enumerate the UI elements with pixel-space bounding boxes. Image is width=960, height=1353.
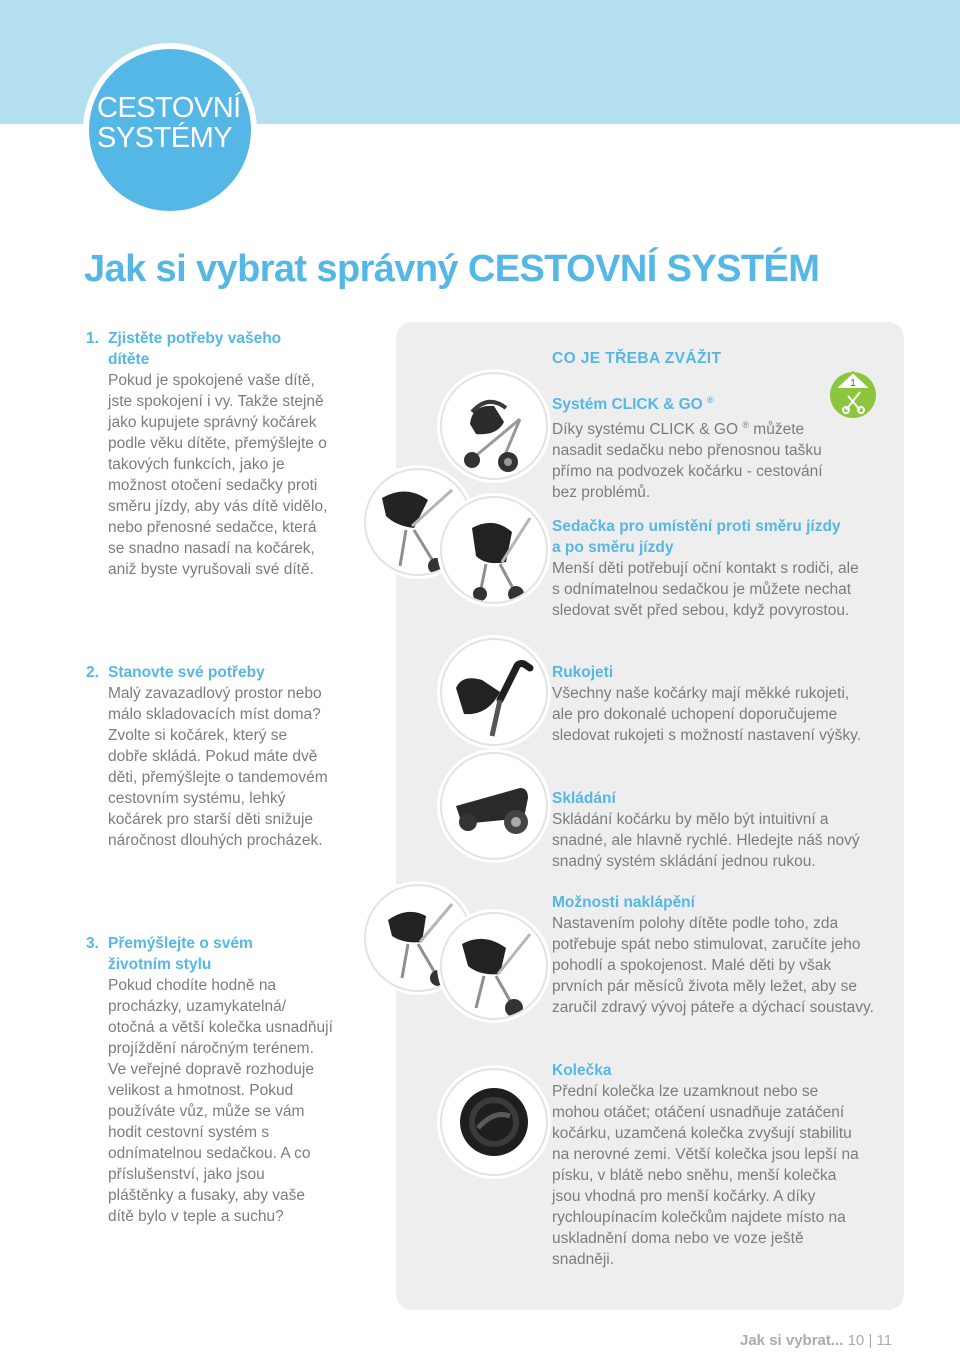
page-title: Jak si vybrat správný CESTOVNÍ SYSTÉM	[84, 248, 820, 290]
step-heading: Stanovte své potřeby	[108, 664, 265, 681]
panel-heading-text: CO JE TŘEBA ZVÁŽIT	[552, 350, 722, 367]
feature-folding	[552, 788, 882, 872]
feature-heading	[552, 390, 847, 415]
feature-text: Nastavením polohy dítěte podle toho, zda potřebuje spát nebo stimulovat, zaručíte jeho pohodlí a spokojenost. Malé děti by však prvních pár měsíců života měly ležet, aby se zaručil zdravý vývoj páteře a dýchací soustavy.	[552, 915, 874, 1016]
feature-heading: Rukojeti	[552, 664, 614, 681]
icon-badge-number: 1	[850, 378, 856, 389]
badge-line-2: SYSTÉMY	[97, 122, 233, 154]
page-separator: |	[868, 1332, 873, 1349]
badge-line-1: CESTOVNÍ	[97, 92, 241, 124]
page-number-right: 11	[876, 1332, 893, 1349]
feature-text: Menší děti potřebují oční kontakt s rodiči, ale s odnímatelnou sedačkou je můžete nechat sledovat svět před sebou, když povyrostou.	[552, 560, 859, 619]
step-3	[86, 933, 336, 1227]
feature-handles	[552, 662, 872, 746]
feature-recline	[552, 892, 877, 1018]
forward-facing-seat-image	[440, 496, 548, 604]
handle-image	[440, 638, 548, 746]
step-heading: Přemýšlejte o svém životním stylu	[108, 935, 253, 973]
feature-heading: Kolečka	[552, 1062, 612, 1079]
feature-heading: Skládání	[552, 790, 616, 807]
section-badge	[84, 44, 256, 216]
step-heading: Zjistěte potřeby vašeho dítěte	[108, 330, 282, 368]
page-footer	[740, 1332, 892, 1349]
step-2	[86, 662, 336, 851]
feature-text: Skládání kočárku by mělo být intuitivní a snadné, ale hlavně rychlé. Hledejte náš nový snadný systém skládání jednou rukou.	[552, 811, 860, 870]
feature-click-and-go	[552, 390, 847, 503]
step-text: Malý zavazadlový prostor nebo málo skladovacích míst doma? Zvolte si kočárek, který se dobře skládá. Pokud máte dvě děti, přemýšlejte o tandemovém cestovním systému, lehký kočárek pro starší děti snižuje náročnost dlouhých procházek.	[108, 685, 328, 849]
feature-wheels	[552, 1060, 862, 1270]
registered-mark: ®	[742, 420, 749, 431]
page-number-left: 10	[847, 1332, 865, 1349]
registered-mark: ®	[707, 395, 714, 405]
panel-heading	[552, 348, 882, 369]
step-number: 3.	[86, 935, 99, 952]
feature-heading: Možnosti naklápění	[552, 894, 695, 911]
car-seat-on-chassis-image	[440, 372, 548, 480]
feature-heading-text: Systém CLICK & GO	[552, 396, 703, 414]
step-1	[86, 328, 336, 580]
feature-text: Přední kolečka lze uzamknout nebo se mohou otáčet; otáčení usnadňuje zatáčení kočárku, uzamčená kolečka zvyšují stabilitu na nerovné zemi. Větší kolečka jsou lepší na písku, v blátě nebo sněhu, menší kolečka jsou vhodná pro menší kočárky. A díky rychloupínacím kolečkům najdete místo na uskladnění doma nebo ve voze ještě snadněji.	[552, 1083, 859, 1268]
feature-text-a: Díky systému CLICK & GO	[552, 421, 739, 439]
step-text: Pokud je spokojené vaše dítě, jste spokojení i vy. Takže stejně jako kupujete správný kočárek podle věku dítěte, přemýšlejte o takových funkcích, jako je možnost otočení sedačky proti směru jízdy, aby vás dítě vidělo, nebo přenosné sedačce, která se snadno nasadí na kočárek, aniž byste vyrušovali své dítě.	[108, 372, 328, 578]
feature-text: Všechny naše kočárky mají měkké rukojeti, ale pro dokonalé uchopení doporučujeme sledovat rukojeti s možností nastavení výšky.	[552, 685, 861, 744]
step-number: 2.	[86, 664, 99, 681]
feature-seat-direction	[552, 516, 862, 621]
feature-text	[552, 415, 847, 503]
footer-label: Jak si vybrat...	[740, 1332, 844, 1349]
wheel-image	[440, 1068, 548, 1176]
recline-position-image-2	[440, 912, 548, 1020]
step-text: Pokud chodíte hodně na procházky, uzamykatelná/ otočná a větší kolečka usnadňují projíždění náročným terénem. Ve veřejné dopravě rozhoduje velikost a hmotnost. Pokud používáte vůz, může se vám hodit cestovní systém s odnímatelnou sedačkou. A co příslušenství, jako jsou pláštěnky a fusaky, aby vaše dítě bylo v teple a suchu?	[108, 977, 333, 1225]
folding-image	[440, 752, 548, 860]
section-badge-text	[97, 93, 241, 153]
feature-heading: Sedačka pro umístění proti směru jízdy a po směru jízdy	[552, 518, 841, 556]
feature-text-b: můžete nasadit sedačku nebo přenosnou tašku přímo na podvozek kočárku - cestování bez problémů.	[552, 421, 823, 502]
step-number: 1.	[86, 330, 99, 347]
